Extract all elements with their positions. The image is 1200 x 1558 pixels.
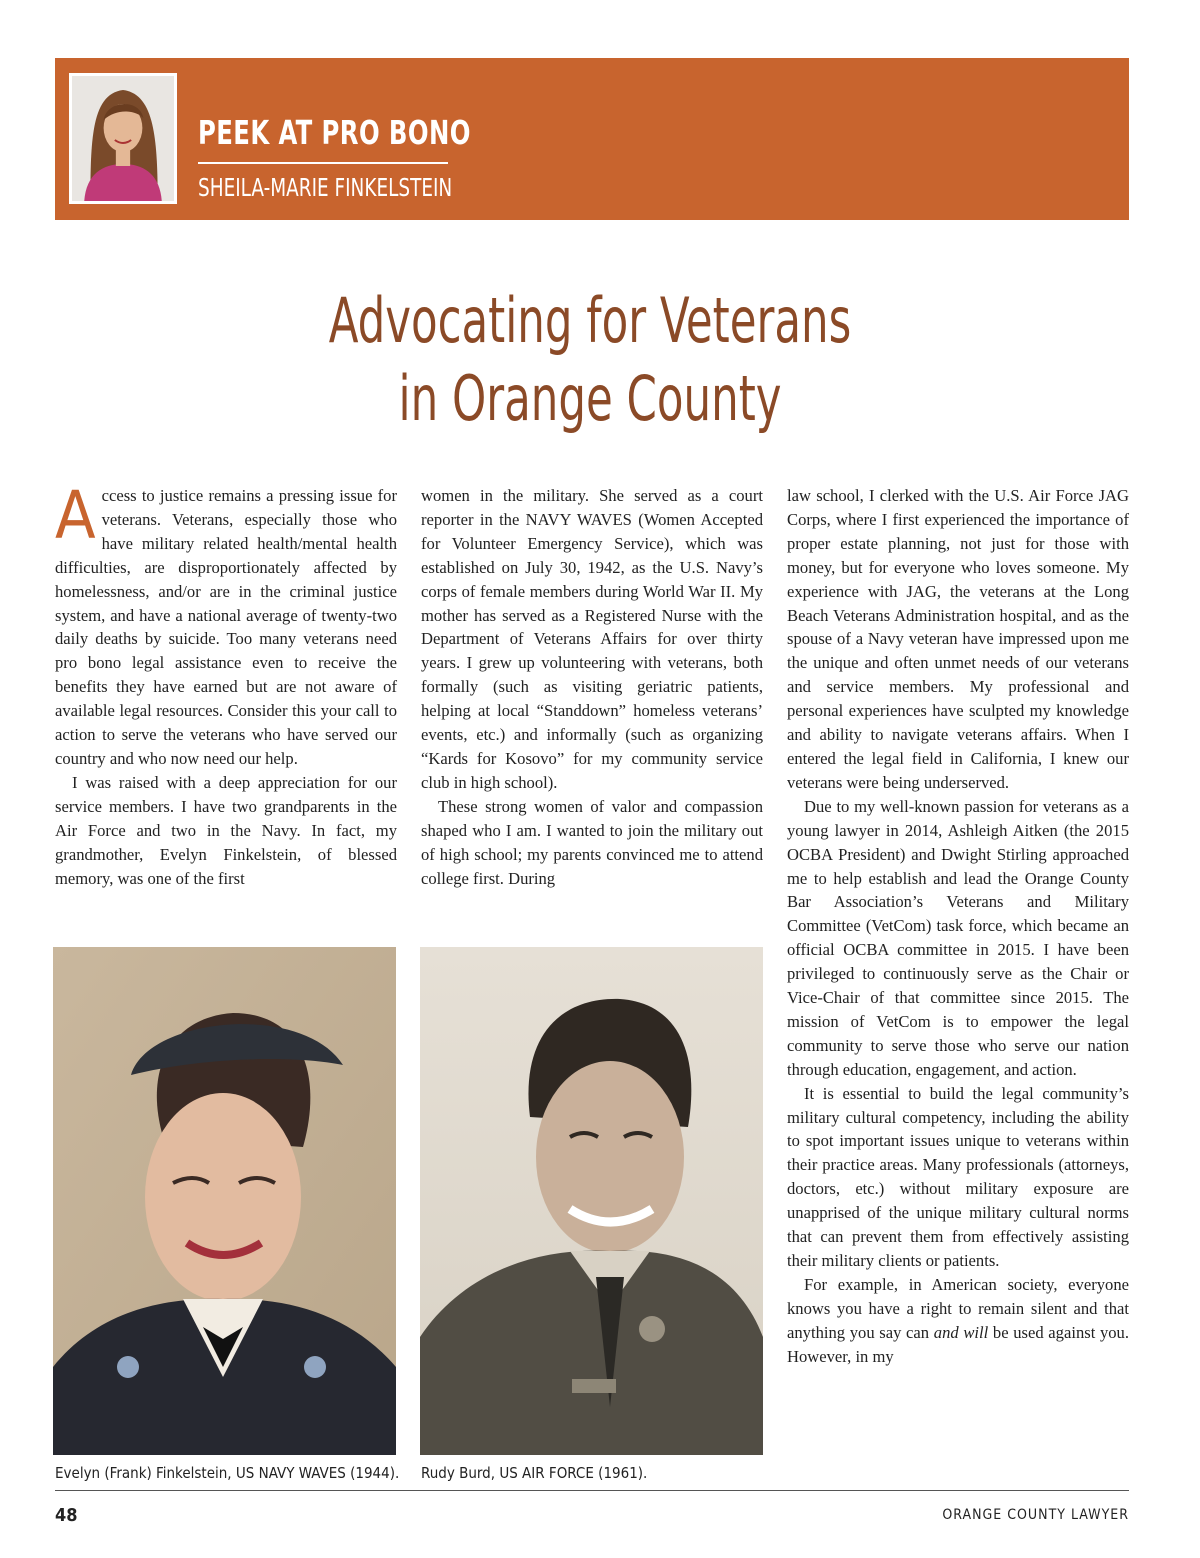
text-column-1	[55, 477, 397, 890]
photo-caption-2: Rudy Burd, US AIR FORCE (1961).	[421, 1464, 648, 1482]
column-name: PEEK AT PRO BONO	[198, 113, 471, 152]
column-banner	[55, 58, 1129, 220]
banner-divider	[198, 162, 448, 164]
footer-divider	[55, 1490, 1129, 1491]
author-byline: SHEILA-MARIE FINKELSTEIN	[198, 173, 453, 202]
photo-evelyn-finkelstein	[53, 947, 396, 1455]
paragraph-6: For example, in American society, everyone knows you have a right to remain silent and that anything you say can and will be used against you. However, in my	[787, 1274, 1130, 1366]
paragraph-3: These strong women of valor and compassion shaped who I am. I wanted to join the military out of high school; my parents convinced me to attend college first. During	[421, 796, 763, 888]
article-title	[0, 282, 1180, 438]
text-column-3	[787, 484, 1129, 1369]
paragraph-1-text: ccess to justice remains a pressing issue for veterans. Veterans, especially those who have military related health/mental health difficulties, are disproportionately affected by homelessness, and/or are in the criminal justice system, and have a national average of twenty-two daily deaths by suicide. Too many veterans need pro bono legal assistance even to receive the benefits they have earned but are not aware of available legal resources. Consider this your call to action to serve the veterans who have served our country and who now need our help.	[55, 486, 397, 768]
drop-cap: A	[55, 477, 96, 554]
text-column-2	[421, 484, 763, 890]
title-line-2: in Orange County	[398, 362, 782, 435]
author-headshot	[69, 73, 177, 204]
page-number: 48	[55, 1505, 78, 1526]
photo-caption-1: Evelyn (Frank) Finkelstein, US NAVY WAVES (1944).	[55, 1464, 400, 1482]
paragraph-2-continued: women in the military. She served as a court reporter in the NAVY WAVES (Women Accepted for Volunteer Emergency Service), which was established on July 30, 1942, as the U.S. Navy’s corps of female members during World War II. My mother has served as a Registered Nurse with the Department of Veterans Affairs for over thirty years. I grew up volunteering with veterans, both formally (such as visiting geriatric patients, helping at local “Standdown” homeless veterans’ events, etc.) and informally (such as organizing “Kards for Kosovo” for my community service club in high school).	[421, 486, 763, 792]
paragraph-3-continued: law school, I clerked with the U.S. Air Force JAG Corps, where I first experienced the importance of proper estate planning, not just for those with money, but for everyone who loves someone. My experience with JAG, the veterans at the Long Beach Veterans Administration hospital, and as the spouse of a Navy veteran have impressed upon me the unique and often unmet needs of our veterans and service members. My professional and personal experiences have sculpted my knowledge and ability to navigate veterans affairs. When I entered the legal field in California, I knew our veterans were being underserved.	[787, 486, 1129, 792]
photo-rudy-burd	[420, 947, 763, 1455]
paragraph-5: It is essential to build the legal community’s military cultural competency, including the ability to spot important issues unique to veterans within their practice areas. Many professionals (attorneys, doctors, etc.) without military exposure are unapprised of the unique military cultural norms that can prevent them from effectively assisting their military clients or patients.	[787, 1083, 1129, 1270]
paragraph-1	[55, 477, 397, 771]
publication-name: ORANGE COUNTY LAWYER	[942, 1507, 1129, 1523]
paragraph-4: Due to my well-known passion for veterans as a young lawyer in 2014, Ashleigh Aitken (the 2015 OCBA President) and Dwight Stirling approached me to help establish and lead the Orange County Bar Association’s Veterans and Military Committee (VetCom) task force, which became an official OCBA committee in 2015. I have been privileged to continuously serve as the Chair or Vice-Chair of that committee since 2015. The mission of VetCom is to empower the legal community to serve those who serve our nation through education, engagement, and action.	[787, 796, 1129, 1079]
paragraph-2: I was raised with a deep appreciation for our service members. I have two grandparents in the Air Force and two in the Navy. In fact, my grandmother, Evelyn Finkelstein, of blessed memory, was one of the first	[55, 772, 397, 888]
title-line-1: Advocating for Veterans	[328, 284, 852, 357]
